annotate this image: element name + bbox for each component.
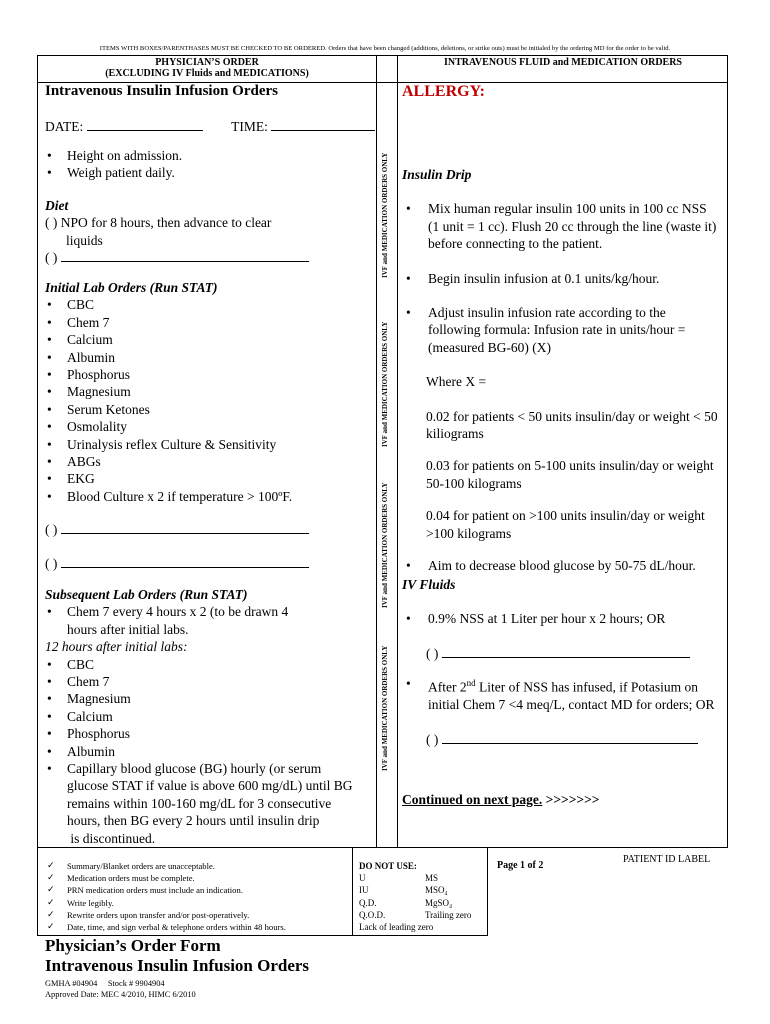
- initial-labs-other-2[interactable]: [45, 555, 309, 572]
- insulin-drip-section: [402, 166, 727, 575]
- column-divider-left: [376, 55, 377, 848]
- iv-other-2-paren: ( ): [426, 731, 439, 747]
- list-item: • Urinalysis reflex Culture & Sensitivity: [45, 436, 375, 453]
- do-not-use-box: [359, 860, 487, 933]
- dnu-left: Q.D.: [359, 897, 377, 908]
- dnu-right: MSO₄: [425, 885, 448, 896]
- list-item: ✓ Rewrite orders upon transfer and/or post-operatively.: [37, 909, 352, 921]
- text-line: Adjust insulin infusion rate according to the: [428, 305, 666, 321]
- ordinal-sup: nd: [466, 678, 476, 689]
- list-item: ✓ Medication orders must be complete.: [37, 872, 352, 884]
- initial-labs-other-1-paren: ( ): [45, 522, 58, 537]
- initial-labs-other-2-paren: ( ): [45, 556, 58, 571]
- bg-line: remains within 100-160 mg/dL for 3 consecutive: [67, 795, 332, 811]
- subsequent-labs-heading: Subsequent Lab Orders (Run STAT): [45, 587, 248, 602]
- form-title-line1: Physician’s Order Form: [45, 936, 221, 955]
- twelve-hours-label: 12 hours after initial labs:: [45, 639, 188, 655]
- dnu-row: [359, 909, 487, 921]
- list-item: • Blood Culture x 2 if temperature > 100ºF.: [45, 488, 375, 505]
- list-item: • Calcium: [45, 708, 375, 725]
- text-line: >100 kilograms: [426, 525, 512, 541]
- physician-order-header-line1: PHYSICIAN’S ORDER: [155, 57, 259, 68]
- text-line: 50-100 kilograms: [426, 475, 522, 491]
- iv-fluids-section: [402, 576, 727, 748]
- column-divider-right: [397, 55, 398, 848]
- dnu-left: U: [359, 873, 366, 884]
- text-line: before connecting to the patient.: [428, 236, 603, 252]
- chem7-line1: Chem 7 every 4 hours x 2 (to be drawn 4: [67, 604, 289, 620]
- text-line: (measured BG-60) (X): [428, 339, 551, 355]
- page-number: Page 1 of 2: [497, 860, 544, 871]
- list-item: • CBC: [45, 296, 375, 313]
- continued-note: [402, 791, 600, 808]
- physician-order-header-line2: (EXCLUDING IV Fluids and MEDICATIONS): [105, 68, 309, 79]
- x-option-2: [402, 457, 727, 492]
- list-item: • CBC: [45, 656, 375, 673]
- text-line: (1 unit = 1 cc). Flush 20 cc through the line (waste it): [428, 218, 717, 234]
- list-item: • Serum Ketones: [45, 401, 375, 418]
- list-item: • Phosphorus: [45, 366, 375, 383]
- text-line: Liter of NSS has infused, if Potasium on: [475, 679, 698, 695]
- iv-fluids-heading: IV Fluids: [402, 577, 456, 592]
- subsequent-labs-chem7: [45, 603, 375, 638]
- dnu-row: [359, 897, 487, 909]
- subsequent-labs-list: [45, 656, 375, 847]
- text-line: initial Chem 7 <4 meq/L, contact MD for orders; OR: [428, 697, 715, 713]
- list-item: • Weigh patient daily.: [45, 164, 375, 181]
- date-time-row: [45, 118, 375, 135]
- list-item: • Chem 7: [45, 314, 375, 331]
- order-rules-list: [37, 860, 352, 933]
- page-title: Intravenous Insulin Infusion Orders: [45, 83, 278, 99]
- bg-line: is discontinued.: [67, 830, 156, 846]
- list-item: ✓ Date, time, and sign verbal & telephone orders within 48 hours.: [37, 921, 352, 933]
- bg-line: Capillary blood glucose (BG) hourly (or serum: [67, 761, 322, 777]
- initial-labs-section: [45, 279, 375, 505]
- patient-id-label: PATIENT ID LABEL: [623, 854, 711, 865]
- text-line: 0.03 for patients on 5-100 units insulin/day or weight: [426, 458, 714, 474]
- diet-other-field[interactable]: [61, 261, 309, 262]
- physician-order-header: [38, 57, 376, 79]
- initial-labs-other-2-field[interactable]: [61, 567, 309, 568]
- iv-other-option-1[interactable]: [402, 645, 727, 662]
- text-line: 0.04 for patient on >100 units insulin/day or weight: [426, 508, 705, 524]
- diet-other-paren: ( ): [45, 250, 58, 266]
- where-x-label: Where X =: [426, 374, 487, 390]
- text-line: kiliograms: [426, 426, 484, 442]
- bg-line: hours, then BG every 2 hours until insulin drip: [67, 813, 320, 829]
- list-item: • Magnesium: [45, 383, 375, 400]
- list-item: • Chem 7: [45, 673, 375, 690]
- list-item: • Phosphorus: [45, 725, 375, 742]
- dnu-right: MS: [425, 873, 439, 884]
- vertical-label: IVF and MEDICATION ORDERS ONLY: [381, 152, 389, 278]
- diet-other-option[interactable]: [45, 249, 375, 266]
- continued-arrows: >>>>>>>: [542, 792, 600, 807]
- approved-date: Approved Date: MEC 4/2010, HIMC 6/2010: [45, 990, 196, 999]
- dnu-row: [359, 884, 487, 896]
- dnu-right: Trailing zero: [425, 909, 472, 920]
- npo-option[interactable]: ( ) NPO for 8 hours, then advance to clear: [45, 215, 272, 231]
- initial-labs-list: [45, 296, 375, 505]
- nss-item[interactable]: • 0.9% NSS at 1 Liter per hour x 2 hours; OR: [402, 610, 727, 627]
- form-title: [45, 936, 309, 976]
- list-item: • Calcium: [45, 331, 375, 348]
- bg-line: glucose STAT if value is above 600 mg/dL) until BG: [67, 778, 353, 794]
- list-item: ✓ PRN medication orders must include an indication.: [37, 884, 352, 896]
- text-line: following formula: Infusion rate in units/hour =: [428, 322, 686, 338]
- form-title-line2: Intravenous Insulin Infusion Orders: [45, 956, 310, 975]
- insulin-aim-item: • Aim to decrease blood glucose by 50-75 dL/hour.: [402, 557, 727, 574]
- diet-section: [45, 197, 375, 267]
- diet-heading: Diet: [45, 198, 69, 213]
- x-option-1: [402, 408, 727, 443]
- list-item: ✓ Write legibly.: [37, 897, 352, 909]
- iv-other-option-2[interactable]: [402, 731, 727, 748]
- list-item: [45, 760, 375, 847]
- list-item: • EKG: [45, 470, 375, 487]
- iv-other-1-field[interactable]: [442, 657, 690, 658]
- footer-divider: [352, 848, 353, 936]
- continued-link[interactable]: Continued on next page.: [402, 792, 543, 807]
- dnu-right: MgSO₄: [425, 897, 453, 908]
- list-item: • Osmolality: [45, 418, 375, 435]
- form-number: GMHA #04904 Stock # 9904904: [45, 979, 165, 988]
- subsequent-labs-section: [45, 586, 375, 847]
- insulin-mix-item: [402, 200, 727, 252]
- npo-option-continued: liquids: [66, 232, 103, 248]
- x-option-3: [402, 507, 727, 542]
- date-label: DATE:: [45, 119, 84, 134]
- initial-labs-other-1[interactable]: [45, 521, 309, 538]
- iv-other-1-paren: ( ): [426, 645, 439, 661]
- insulin-drip-heading: Insulin Drip: [402, 167, 472, 182]
- text-line: After 2: [428, 679, 467, 695]
- list-item: [45, 603, 375, 638]
- admission-list: [45, 147, 375, 182]
- list-item: • ABGs: [45, 453, 375, 470]
- time-label: TIME:: [231, 119, 268, 134]
- checkbox-notice: ITEMS WITH BOXES/PARENTHASES MUST BE CHECKED TO BE ORDERED. Orders that have been changed (additions, deletions, or strike outs) must be initialed by the ordering MD for the order to be valid.: [99, 45, 671, 52]
- do-not-use-heading: DO NOT USE:: [359, 861, 417, 871]
- date-field[interactable]: [87, 130, 203, 131]
- dnu-last: Lack of leading zero: [359, 922, 434, 933]
- time-field[interactable]: [271, 130, 375, 131]
- insulin-begin-item: • Begin insulin infusion at 0.1 units/kg/hour.: [402, 270, 727, 287]
- list-item: • Height on admission.: [45, 147, 375, 164]
- dnu-left: IU: [359, 885, 369, 896]
- potassium-item[interactable]: [402, 675, 727, 713]
- vertical-label: IVF and MEDICATION ORDERS ONLY: [381, 321, 389, 447]
- list-item: • Albumin: [45, 349, 375, 366]
- vertical-label: IVF and MEDICATION ORDERS ONLY: [381, 645, 389, 771]
- iv-other-2-field[interactable]: [442, 743, 698, 744]
- text-line: 0.02 for patients < 50 units insulin/day or weight < 50: [426, 408, 718, 424]
- initial-labs-other-1-field[interactable]: [61, 533, 309, 534]
- list-item: • Albumin: [45, 743, 375, 760]
- list-item: • Magnesium: [45, 690, 375, 707]
- iv-medication-header: INTRAVENOUS FLUID and MEDICATION ORDERS: [443, 57, 682, 68]
- insulin-adjust-item: [402, 304, 727, 356]
- list-item: ✓ Summary/Blanket orders are unacceptable.: [37, 860, 352, 872]
- initial-labs-heading: Initial Lab Orders (Run STAT): [45, 280, 218, 295]
- text-line: Mix human regular insulin 100 units in 100 cc NSS: [428, 201, 707, 217]
- dnu-left: Q.O.D.: [359, 909, 386, 920]
- allergy-label: ALLERGY:: [402, 83, 485, 100]
- chem7-line2: hours after initial labs.: [67, 621, 189, 637]
- dnu-row: [359, 872, 487, 884]
- vertical-label: IVF and MEDICATION ORDERS ONLY: [381, 482, 389, 608]
